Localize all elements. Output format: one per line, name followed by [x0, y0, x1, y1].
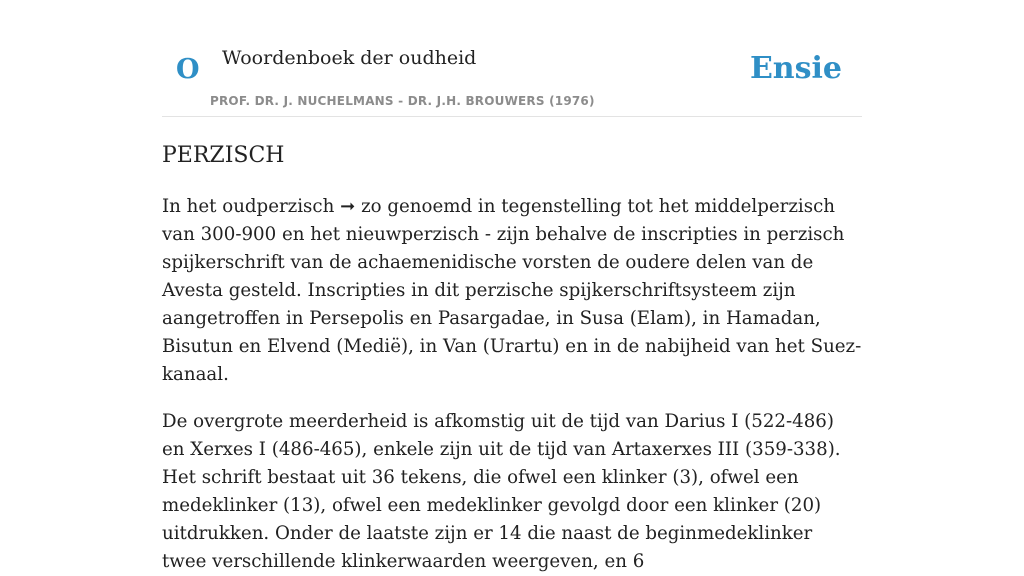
brand-logo[interactable]: Ensie: [749, 51, 842, 86]
article-paragraph: De overgrote meerderheid is afkomstig uit de tijd van Darius I (522-486) en Xerxes I (486-465), enkele zijn uit de tijd van Artaxerxes III (359-338). Het schrift bestaat uit 36 tekens, die ofwel een klinker (3), ofwel een medeklinker (13), ofwel een medeklinker gevolgd door een klinker (20) uitdrukken. Onder de laatste zijn er 14 die naast de beginmedeklinker twee verschillende klinkerwaarden weergeven, en 6: [162, 411, 841, 572]
header: [162, 0, 862, 117]
article-paragraph: In het oudperzisch ➞ zo genoemd in tegenstelling tot het middelperzisch van 300-900 en het nieuwperzisch - zijn behalve de inscripties in perzisch spijkerschrift van de achaemenidische vorsten de oudere delen van de Avesta gesteld. Inscripties in dit perzische spijkerschriftsysteem zijn aangetroffen in Persepolis en Pasargadae, in Susa (Elam), in Hamadan, Bisutun en Elvend (Medië), in Van (Urartu) en in de nabijheid van het Suez-kanaal.: [162, 196, 862, 385]
letter-index-link[interactable]: O: [176, 54, 200, 85]
content-container: [162, 0, 862, 576]
book-authors: PROF. DR. J. NUCHELMANS - DR. J.H. BROUWERS (1976): [210, 94, 595, 108]
entry-title: PERZISCH: [162, 143, 285, 168]
book-title-link[interactable]: Woordenboek der oudheid: [222, 47, 477, 69]
